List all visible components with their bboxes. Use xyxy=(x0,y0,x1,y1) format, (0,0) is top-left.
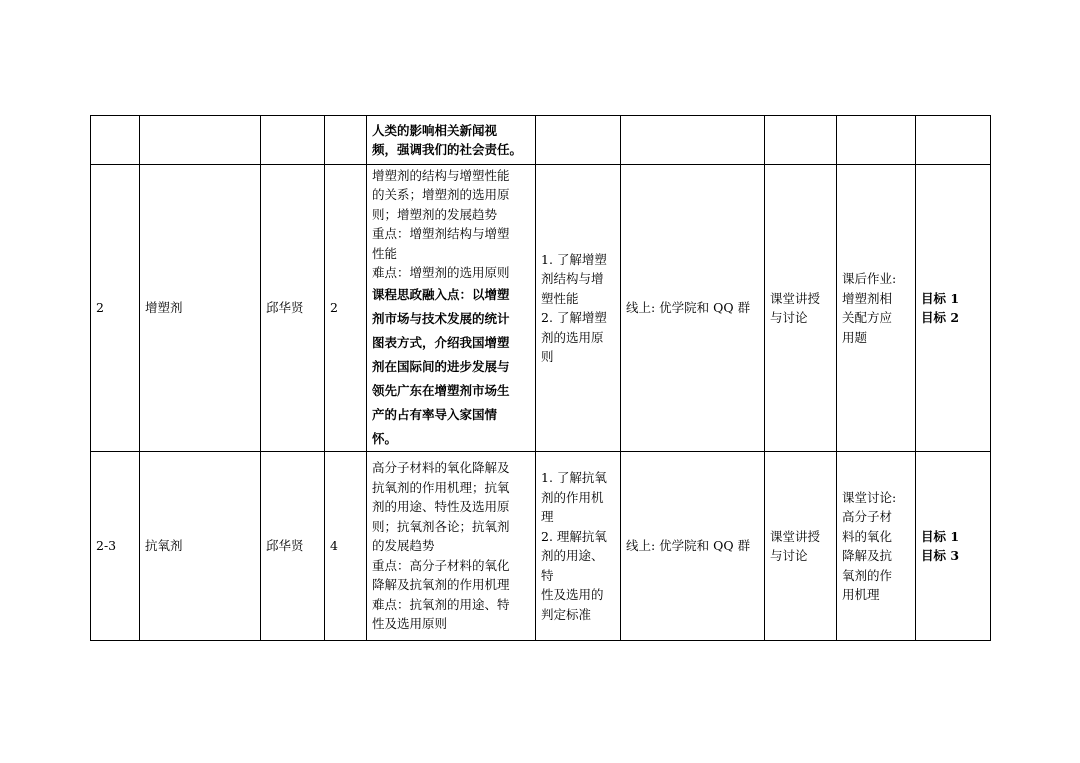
content-cell xyxy=(367,165,536,452)
goal-label: 目标 1 xyxy=(921,528,960,544)
ideology-line: 剂在国际间的进步发展与 xyxy=(372,358,510,374)
hours-cell xyxy=(325,116,367,165)
table-row xyxy=(91,116,991,165)
requirement-line: 1. 了解抗氧 xyxy=(541,470,607,485)
content-line: 难点：抗氧剂的用途、特 xyxy=(372,596,510,612)
resources-cell: 线上: 优学院和 QQ 群 xyxy=(621,165,765,452)
content-line: 的发展趋势 xyxy=(372,538,435,554)
homework-line: 课后作业: xyxy=(842,271,897,286)
ideology-line: 剂市场与技术发展的统计 xyxy=(372,310,510,326)
requirement-line: 判定标准 xyxy=(541,606,592,622)
content-line: 难点：增塑剂的选用原则 xyxy=(372,265,510,280)
method-line: 课堂讲授 xyxy=(770,528,821,544)
table-row xyxy=(91,165,991,452)
homework-cell xyxy=(837,452,916,641)
goals-cell xyxy=(916,116,991,165)
requirement-line: 剂的选用原 xyxy=(541,329,604,345)
content-cell xyxy=(367,452,536,641)
homework-line: 降解及抗 xyxy=(842,548,893,563)
requirement-line: 剂的作用机 xyxy=(541,489,604,505)
method-line: 与讨论 xyxy=(770,548,808,563)
method-cell xyxy=(765,452,837,641)
content-line: 抗氧剂的作用机理；抗氧 xyxy=(372,479,510,495)
teacher-cell: 邱华贤 xyxy=(261,165,325,452)
seq-cell: 2-3 xyxy=(91,452,140,641)
content-line: 的关系；增塑剂的选用原 xyxy=(372,187,510,202)
requirement-line: 理 xyxy=(541,509,554,524)
ideology-line: 领先广东在增塑剂市场生 xyxy=(372,382,510,398)
homework-line: 用机理 xyxy=(842,587,880,602)
hours-cell: 2 xyxy=(325,165,367,452)
content-line: 则；抗氧剂各论；抗氧剂 xyxy=(372,518,510,534)
content-line: 性能 xyxy=(372,245,398,261)
content-line: 增塑剂的结构与增塑性能 xyxy=(372,167,510,183)
homework-line: 氧剂的作 xyxy=(842,567,893,583)
requirement-line: 2. 理解抗氧 xyxy=(541,528,607,544)
goals-cell xyxy=(916,165,991,452)
method-cell xyxy=(765,116,837,165)
content-line: 性及选用原则 xyxy=(372,616,448,632)
teacher-cell xyxy=(261,116,325,165)
homework-line: 课堂讨论: xyxy=(842,489,897,505)
homework-line: 关配方应 xyxy=(842,310,893,325)
goals-cell xyxy=(916,452,991,641)
content-cell xyxy=(367,116,536,165)
homework-line: 增塑剂相 xyxy=(842,290,893,306)
requirement-line: 性及选用的 xyxy=(541,587,604,602)
resources-cell: 线上: 优学院和 QQ 群 xyxy=(621,452,765,641)
ideology-line: 课程思政融入点：以增塑 xyxy=(372,286,510,302)
method-line: 与讨论 xyxy=(770,310,808,325)
homework-cell xyxy=(837,165,916,452)
content-line: 高分子材料的氧化降解及 xyxy=(372,460,510,476)
ideology-line: 图表方式，介绍我国增塑 xyxy=(372,334,510,350)
content-line: 重点：增塑剂结构与增塑 xyxy=(372,226,510,241)
content-line: 重点：高分子材料的氧化 xyxy=(372,557,510,573)
teacher-cell: 邱华贤 xyxy=(261,452,325,641)
requirement-line: 塑性能 xyxy=(541,290,579,306)
content-line: 则；增塑剂的发展趋势 xyxy=(372,206,498,222)
content-line: 降解及抗氧剂的作用机理 xyxy=(372,577,510,593)
requirements-cell xyxy=(536,452,621,641)
requirements-cell xyxy=(536,165,621,452)
content-line: 人类的影响相关新闻视 xyxy=(372,122,498,138)
ideology-line: 产的占有率导入家国情 xyxy=(372,406,498,422)
topic-cell: 抗氧剂 xyxy=(140,452,261,641)
content-line: 剂的用途、特性及选用原 xyxy=(372,499,510,515)
resources-cell xyxy=(621,116,765,165)
requirement-line: 1. 了解增塑 xyxy=(541,251,607,267)
method-cell xyxy=(765,165,837,452)
homework-line: 用题 xyxy=(842,329,868,345)
method-line: 课堂讲授 xyxy=(770,290,821,306)
homework-line: 高分子材 xyxy=(842,509,893,524)
requirements-cell xyxy=(536,116,621,165)
requirement-line: 剂结构与增 xyxy=(541,271,604,286)
seq-cell: 2 xyxy=(91,165,140,452)
goal-label: 目标 3 xyxy=(921,548,960,563)
seq-cell xyxy=(91,116,140,165)
homework-cell xyxy=(837,116,916,165)
course-schedule-table xyxy=(90,115,991,641)
goal-label: 目标 2 xyxy=(921,310,960,325)
hours-cell: 4 xyxy=(325,452,367,641)
ideology-line: 怀。 xyxy=(372,430,398,446)
requirement-line: 剂的用途、特 xyxy=(541,548,604,583)
goal-label: 目标 1 xyxy=(921,290,960,306)
topic-cell xyxy=(140,116,261,165)
requirement-line: 2. 了解增塑 xyxy=(541,310,607,325)
requirement-line: 则 xyxy=(541,349,554,364)
content-line: 频，强调我们的社会责任。 xyxy=(372,142,523,157)
homework-line: 料的氧化 xyxy=(842,528,893,544)
table-row xyxy=(91,452,991,641)
topic-cell: 增塑剂 xyxy=(140,165,261,452)
